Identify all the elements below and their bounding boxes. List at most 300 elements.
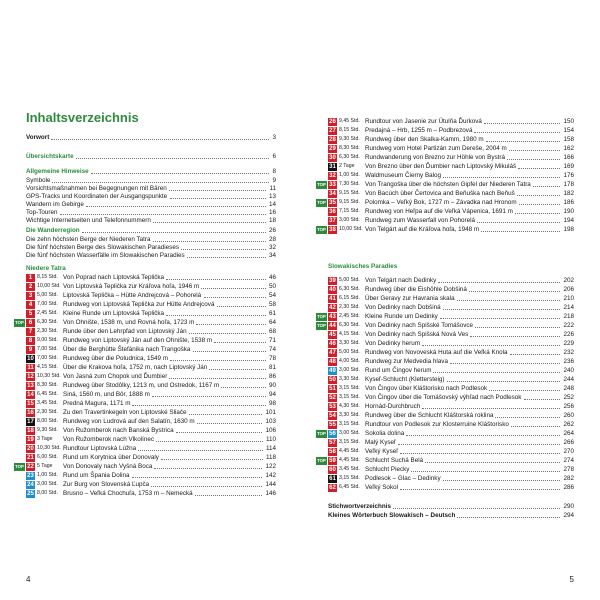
tour-page: 266 (563, 439, 574, 446)
tour-duration: 6,30 Std. (339, 286, 360, 292)
leader-dots (132, 405, 266, 406)
tour-entry[interactable] (328, 366, 574, 375)
top-tour-badge: TOP (317, 226, 326, 232)
tour-entry[interactable] (26, 489, 276, 498)
tour-duration: 7,00 Std. (37, 301, 58, 307)
tour-title: Rundweg von Novoveská Huta auf die Veľká Knola (365, 349, 508, 356)
tour-page: 286 (563, 484, 574, 491)
tour-entry[interactable] (317, 198, 574, 207)
tour-duration: 3,00 Std. (37, 481, 58, 487)
toc-entry-title: Die fünf höchsten Wasserfälle im Slowakischen Paradies (26, 252, 185, 259)
tour-number-badge: 50 (329, 376, 336, 383)
tour-duration: 3,15 Std. (339, 475, 360, 481)
tour-title: Veľký Sokol (365, 484, 398, 491)
tour-duration: 3,30 Std. (339, 376, 360, 382)
tour-number-badge: 43 (329, 313, 336, 320)
toc-entry-title: Symbole (26, 177, 51, 184)
toc-entry-page: 6 (272, 153, 276, 160)
leader-dots (60, 214, 266, 215)
toc-entry-title: Top-Touren (26, 209, 58, 216)
tour-entry[interactable] (328, 294, 574, 303)
tour-entry[interactable] (26, 273, 276, 282)
leader-dots (161, 459, 263, 460)
leader-dots (91, 173, 270, 174)
leader-dots (484, 123, 561, 124)
tour-page: 78 (268, 355, 276, 362)
tour-title: Von Ružomberok nach Vlkolínec (63, 436, 155, 443)
tour-duration: 5,00 Std. (37, 292, 58, 298)
tour-number-badge: 25 (27, 490, 34, 497)
tour-duration: 5,00 Std. (339, 277, 360, 283)
tour-page: 101 (265, 409, 276, 416)
tour-page: 248 (563, 385, 574, 392)
tour-entry[interactable] (317, 429, 574, 438)
tour-number-badge: 3 (26, 292, 35, 300)
toc-entry-title: Die Wanderregion (26, 227, 80, 234)
tour-page: 264 (563, 430, 574, 437)
toc-entry[interactable] (26, 264, 276, 273)
leader-dots (511, 426, 561, 427)
tour-number-badge: 31 (329, 163, 336, 170)
leader-dots (204, 297, 266, 298)
leader-dots (214, 342, 266, 343)
tour-page: 229 (563, 340, 574, 347)
tour-page: 61 (268, 310, 276, 317)
tour-entry[interactable] (26, 327, 276, 336)
tour-entry[interactable] (328, 117, 574, 126)
toc-entry-page: 18 (268, 217, 276, 224)
tour-number-badge: 15 (27, 400, 34, 407)
leader-dots (443, 177, 560, 178)
tour-number-badge: 59 (329, 457, 336, 464)
tour-number-badge: 5 (26, 310, 35, 318)
leader-dots (400, 453, 560, 454)
tour-number-badge: 14 (27, 391, 34, 398)
top-tour-badge: TOP (317, 199, 326, 205)
tour-duration: 10,00 Std. (37, 283, 61, 289)
leader-dots (132, 477, 263, 478)
tour-title: Zur Burg von Slovenská Ľupča (63, 481, 150, 488)
leader-dots (433, 372, 560, 373)
tour-entry[interactable] (26, 453, 276, 462)
tour-entry[interactable] (26, 336, 276, 345)
tour-entry[interactable] (328, 216, 574, 225)
section-heading-paradies (328, 262, 574, 271)
tour-duration: 7,30 Std. (339, 181, 360, 187)
toc-entry[interactable] (328, 502, 574, 511)
tour-entry[interactable] (328, 303, 574, 312)
tour-title: Rund um Korytnica über Donovaly (63, 454, 159, 461)
tour-duration: 8,15 Std. (339, 127, 360, 133)
tour-entry[interactable] (26, 417, 276, 426)
toc-entry[interactable] (26, 133, 276, 142)
toc-entry-title: Kleines Wörterbuch Slowakisch – Deutsch (328, 512, 456, 519)
tour-duration: 4,15 Std. (339, 331, 360, 337)
tour-number-badge: 19 (27, 436, 34, 443)
tour-entry[interactable] (328, 483, 574, 492)
leader-dots (457, 517, 560, 518)
tour-number-badge: 32 (329, 172, 336, 179)
tour-entry[interactable] (317, 225, 574, 234)
tour-duration: 4,15 Std. (37, 364, 58, 370)
tour-title: Veľký Kyseľ (365, 448, 399, 455)
toc-entry-page: 3 (272, 134, 276, 141)
tour-duration: 6,15 Std. (339, 295, 360, 301)
tour-number-badge: 62 (329, 484, 336, 491)
tour-number-badge: 55 (329, 421, 336, 428)
leader-dots (189, 333, 266, 334)
tour-entry[interactable] (328, 153, 574, 162)
tour-page: 50 (268, 283, 276, 290)
leader-dots (400, 489, 561, 490)
tour-entry[interactable] (26, 309, 276, 318)
toc-entry-page: 9 (272, 177, 276, 184)
tour-entry[interactable] (328, 447, 574, 456)
tour-title: Kleine Runde um Dedinky (365, 313, 438, 320)
tour-entry[interactable] (328, 135, 574, 144)
tour-entry[interactable] (26, 300, 276, 309)
tour-page: 274 (563, 457, 574, 464)
tour-duration: 4,30 Std. (339, 403, 360, 409)
tour-entry[interactable] (328, 276, 574, 285)
leader-dots (450, 363, 561, 364)
top-tour-badge: TOP (15, 319, 24, 325)
tour-entry[interactable] (26, 435, 276, 444)
tour-duration: 8,15 Std. (37, 274, 58, 280)
tour-duration: 8,30 Std. (37, 382, 58, 388)
tour-duration: 3,15 Std. (339, 439, 360, 445)
tour-page: 194 (563, 217, 574, 224)
tour-number-badge: 38 (329, 226, 336, 233)
tour-duration: 3,15 Std. (339, 421, 360, 427)
leader-dots (425, 462, 560, 463)
leader-dots (153, 241, 266, 242)
tour-title: Von Poprad nach Liptovská Teplička (63, 274, 165, 281)
tour-page: 90 (268, 382, 276, 389)
tour-title: Von Bacúch über Čertovica and Beňuška nach Beňuš (365, 190, 515, 197)
tour-title: Von Ohnište, 1538 m, und Rovná hoľa, 1723 m (63, 319, 195, 326)
leader-dots (510, 354, 561, 355)
tour-number-badge: 7 (26, 328, 35, 336)
tour-duration: 9,30 Std. (37, 427, 58, 433)
top-tour-badge: TOP (317, 322, 326, 328)
tour-page: 252 (563, 394, 574, 401)
tour-entry[interactable] (328, 171, 574, 180)
tour-entry[interactable] (317, 456, 574, 465)
tour-number-badge: 8 (26, 337, 35, 345)
tour-entry[interactable] (328, 420, 574, 429)
tour-number-badge: 13 (27, 382, 34, 389)
tour-duration: 5,00 Std. (339, 349, 360, 355)
leader-dots (86, 206, 266, 207)
tour-page: 150 (563, 118, 574, 125)
tour-duration: 6,45 Std. (37, 391, 58, 397)
tour-entry[interactable] (26, 291, 276, 300)
tour-number-badge: 30 (329, 154, 336, 161)
tour-number-badge: 29 (329, 145, 336, 152)
tour-duration: 10,30 Std. (37, 445, 61, 451)
tour-page: 210 (563, 295, 574, 302)
tour-number-badge: 10 (27, 355, 34, 362)
tour-entry[interactable] (26, 444, 276, 453)
tour-entry[interactable] (328, 126, 574, 135)
tour-number-badge: 49 (329, 367, 336, 374)
leader-dots (406, 435, 560, 436)
tour-entry[interactable] (328, 393, 574, 402)
tour-title: Rundweg von Liptovský Ján auf den Ohnište, 1538 m (63, 337, 213, 344)
tour-entry[interactable] (328, 189, 574, 198)
leader-dots (169, 378, 266, 379)
tour-duration: 3,00 Std. (339, 217, 360, 223)
tour-page: 226 (563, 331, 574, 338)
tour-duration: 3,00 Std. (339, 430, 360, 436)
tour-entry[interactable] (26, 372, 276, 381)
tour-page: 278 (563, 466, 574, 473)
tour-duration: 8,30 Std. (339, 145, 360, 151)
tour-duration: 10,30 Std. (37, 373, 61, 379)
tour-entry[interactable] (26, 354, 276, 363)
tour-entry[interactable] (328, 162, 574, 171)
leader-dots (477, 222, 560, 223)
tour-title: Rundweg zum Wasserfall von Pohorelá (365, 217, 476, 224)
tour-duration: 5 Tage (37, 463, 53, 469)
tour-title: Predajná – Hrb, 1255 m – Podbrezová (365, 127, 473, 134)
tour-number-badge: 58 (329, 448, 336, 455)
toc-entry-page: 8 (272, 168, 276, 175)
toc-entry[interactable] (328, 511, 574, 520)
tour-page: 86 (268, 373, 276, 380)
tour-page: 166 (563, 154, 574, 161)
leader-dots (519, 204, 561, 205)
tour-title: Rundweg von Ludrová auf den Salatín, 1630 m (63, 418, 195, 425)
toc-entry-page: 294 (563, 512, 574, 519)
tour-entry[interactable] (328, 357, 574, 366)
tour-entry[interactable] (26, 345, 276, 354)
leader-dots (398, 444, 561, 445)
tour-page: 54 (268, 292, 276, 299)
leader-dots (221, 387, 266, 388)
tour-number-badge: 20 (27, 445, 34, 452)
tour-title: Rundtour von Podlesok zur Klosterruine Kláštorisko (365, 421, 509, 428)
tour-duration: 2,30 Std. (339, 304, 360, 310)
tour-title: Rundtour von Jasenie zur Ütulňa Ďurková (365, 118, 482, 125)
tour-title: Von Ružomberok nach Banská Bystrica (63, 427, 174, 434)
tour-page: 46 (268, 274, 276, 281)
leader-dots (169, 190, 267, 191)
tour-number-badge: 1 (26, 274, 35, 282)
toc-entry[interactable] (26, 251, 276, 260)
toc-entry-page: 16 (268, 209, 276, 216)
leader-dots (515, 213, 561, 214)
tour-number-badge: 42 (329, 304, 336, 311)
tour-page: 218 (563, 313, 574, 320)
tour-duration: 9,00 Std. (37, 337, 58, 343)
tour-title: Podlesok – Glac – Dedinky (365, 475, 441, 482)
tour-entry[interactable] (328, 474, 574, 483)
tour-number-badge: 24 (27, 481, 34, 488)
tour-entry[interactable] (328, 465, 574, 474)
tour-entry[interactable] (15, 462, 276, 471)
leader-dots (447, 381, 561, 382)
tour-entry[interactable] (317, 321, 574, 330)
leader-dots (153, 222, 266, 223)
toc-entry[interactable] (26, 216, 276, 225)
tour-page: 202 (563, 277, 574, 284)
tour-title: Schlucht Piecky (365, 466, 410, 473)
tour-duration: 2 Tage (339, 163, 355, 169)
leader-dots (187, 257, 266, 258)
tour-entry[interactable] (328, 330, 574, 339)
toc-entry[interactable] (26, 167, 276, 176)
tour-title: Von Čingov über Kláštorisko nach Podlesok (365, 385, 488, 392)
tour-entry[interactable] (328, 348, 574, 357)
tour-entry[interactable] (26, 363, 276, 372)
tour-page: 236 (563, 358, 574, 365)
tour-title: Schlucht Suchá Belá (365, 457, 424, 464)
tour-number-badge: 46 (329, 340, 336, 347)
tour-number-badge: 61 (329, 475, 336, 482)
tour-number-badge: 33 (329, 181, 336, 188)
tour-title: Rund um Čingov herum (365, 367, 432, 374)
tour-page: 214 (563, 304, 574, 311)
tour-entry[interactable] (26, 399, 276, 408)
toc-entry-page: 290 (563, 503, 574, 510)
leader-dots (495, 417, 560, 418)
tour-page: 222 (563, 322, 574, 329)
toc-entry-title: Die zehn höchsten Berge der Niederen Tatra (26, 236, 151, 243)
tour-title: Sokolia dolina (365, 430, 405, 437)
tour-title: Waldmuseum Čierny Balog (365, 172, 442, 179)
tour-entry[interactable] (15, 318, 276, 327)
leader-dots (189, 414, 263, 415)
tour-title: Kleine Runde um Liptovská Teplička (63, 310, 165, 317)
tour-title: Rundtour Liptovská Lúžna (63, 445, 137, 452)
tour-title: Von Dedinky nach Dobšiná (365, 304, 441, 311)
tour-title: Zu den Travertinkegeln von Liptovské Sliače (63, 409, 187, 416)
tour-title: Liptovská Teplička – Hütte Andrejcová – Pohorelá (63, 292, 202, 299)
tour-entry[interactable] (328, 402, 574, 411)
tour-number-badge: 23 (27, 472, 34, 479)
tour-number-badge: 4 (26, 301, 35, 309)
tour-entry[interactable] (328, 144, 574, 153)
tour-number-badge: 54 (329, 412, 336, 419)
tour-number-badge: 53 (329, 403, 336, 410)
tour-number-badge: 48 (329, 358, 336, 365)
leader-dots (209, 369, 266, 370)
section-title: Slowakisches Paradies (328, 263, 398, 270)
tour-number-badge: 36 (329, 208, 336, 215)
leader-dots (481, 231, 560, 232)
toc-entry-page: 32 (268, 244, 276, 251)
leader-dots (181, 249, 266, 250)
page-number-right: 5 (569, 575, 574, 584)
tour-entry[interactable] (317, 312, 574, 321)
tour-number-badge: 9 (26, 346, 35, 354)
tour-page: 94 (268, 391, 276, 398)
tour-duration: 9,45 Std. (339, 118, 360, 124)
toc-entry-page: 34 (268, 252, 276, 259)
toc-entry-page: 28 (268, 236, 276, 243)
tour-title: Rundweg von Liptovská Teplička zur Hütte Andrejcová (63, 301, 215, 308)
tour-title: Rundweg zur Medvedia hlava (365, 358, 448, 365)
tour-duration: 3,30 Std. (339, 412, 360, 418)
tour-entry[interactable] (26, 408, 276, 417)
tour-entry[interactable] (26, 381, 276, 390)
tour-entry[interactable] (328, 384, 574, 393)
tour-entry[interactable] (317, 180, 574, 189)
tour-title: Rundweg von Heľpa auf die Veľká Vápenica, 1691 m (365, 208, 513, 215)
tour-duration: 4,00 Std. (339, 358, 360, 364)
tour-page: 176 (563, 172, 574, 179)
tour-number-badge: 45 (329, 331, 336, 338)
tour-entry[interactable] (328, 375, 574, 384)
tour-title: Rundweg über die Eishöhle Dobšiná (365, 286, 467, 293)
leader-dots (470, 336, 560, 337)
leader-dots (138, 450, 263, 451)
leader-dots (440, 318, 561, 319)
tour-duration: 3,15 Std. (339, 394, 360, 400)
leader-dots (170, 198, 266, 199)
tour-entry[interactable] (26, 480, 276, 489)
tour-title: Rundweg vom Hotel Partizán zum Dereše, 2004 m (365, 145, 507, 152)
toc-entry[interactable] (26, 226, 276, 235)
leader-dots (457, 300, 561, 301)
tour-page: 118 (265, 454, 276, 461)
toc-entry-title: GPS-Tracks und Koordinaten der Ausgangspunkte (26, 193, 168, 200)
tour-title: Von Brezno über den Ďumbier nach Liptovský Mikuláš (365, 163, 517, 170)
tour-duration: 9,30 Std. (339, 136, 360, 142)
tour-entry[interactable] (26, 426, 276, 435)
leader-dots (507, 159, 560, 160)
tour-page: 81 (268, 364, 276, 371)
leader-dots (151, 486, 262, 487)
toc-entry-title: Stichwortverzeichnis (328, 503, 391, 510)
tour-number-badge: 16 (27, 409, 34, 416)
leader-dots (509, 150, 561, 151)
tour-duration: 6,00 Std. (37, 454, 58, 460)
tour-title: Über die Krakova hoľa, 1752 m, nach Liptovský Ján (63, 364, 208, 371)
top-tour-badge: TOP (317, 457, 326, 463)
tour-entry[interactable] (328, 207, 574, 216)
tour-page: 244 (563, 376, 574, 383)
tour-entry[interactable] (26, 390, 276, 399)
tour-entry[interactable] (328, 411, 574, 420)
tour-number-badge: 22 (27, 463, 34, 470)
tour-duration: 3,30 Std. (339, 340, 360, 346)
tour-entry[interactable] (328, 438, 574, 447)
tour-number-badge: 21 (27, 454, 34, 461)
toc-entry[interactable] (26, 152, 276, 161)
tour-title: Von Čingov über die Tomášovský výhľad nach Podlesok (365, 394, 522, 401)
tour-title: Malý Kyseľ (365, 439, 396, 446)
tour-entry[interactable] (328, 285, 574, 294)
tour-number-badge: 18 (27, 427, 34, 434)
leader-dots (196, 324, 266, 325)
tour-title: Von Dedinky herum (365, 340, 420, 347)
tour-entry[interactable] (328, 339, 574, 348)
tour-number-badge: 41 (329, 295, 336, 302)
tour-number-badge: 51 (329, 385, 336, 392)
tour-page: 182 (563, 190, 574, 197)
tour-entry[interactable] (26, 471, 276, 480)
leader-dots (524, 399, 561, 400)
tour-duration: 4,45 Std. (339, 448, 360, 454)
tour-page: 103 (265, 418, 276, 425)
leader-dots (217, 306, 266, 307)
tour-title: Rundweg über den Skalka-Kamm, 1980 m (365, 136, 484, 143)
tour-entry[interactable] (26, 282, 276, 291)
tour-duration: 2,45 Std. (37, 310, 58, 316)
